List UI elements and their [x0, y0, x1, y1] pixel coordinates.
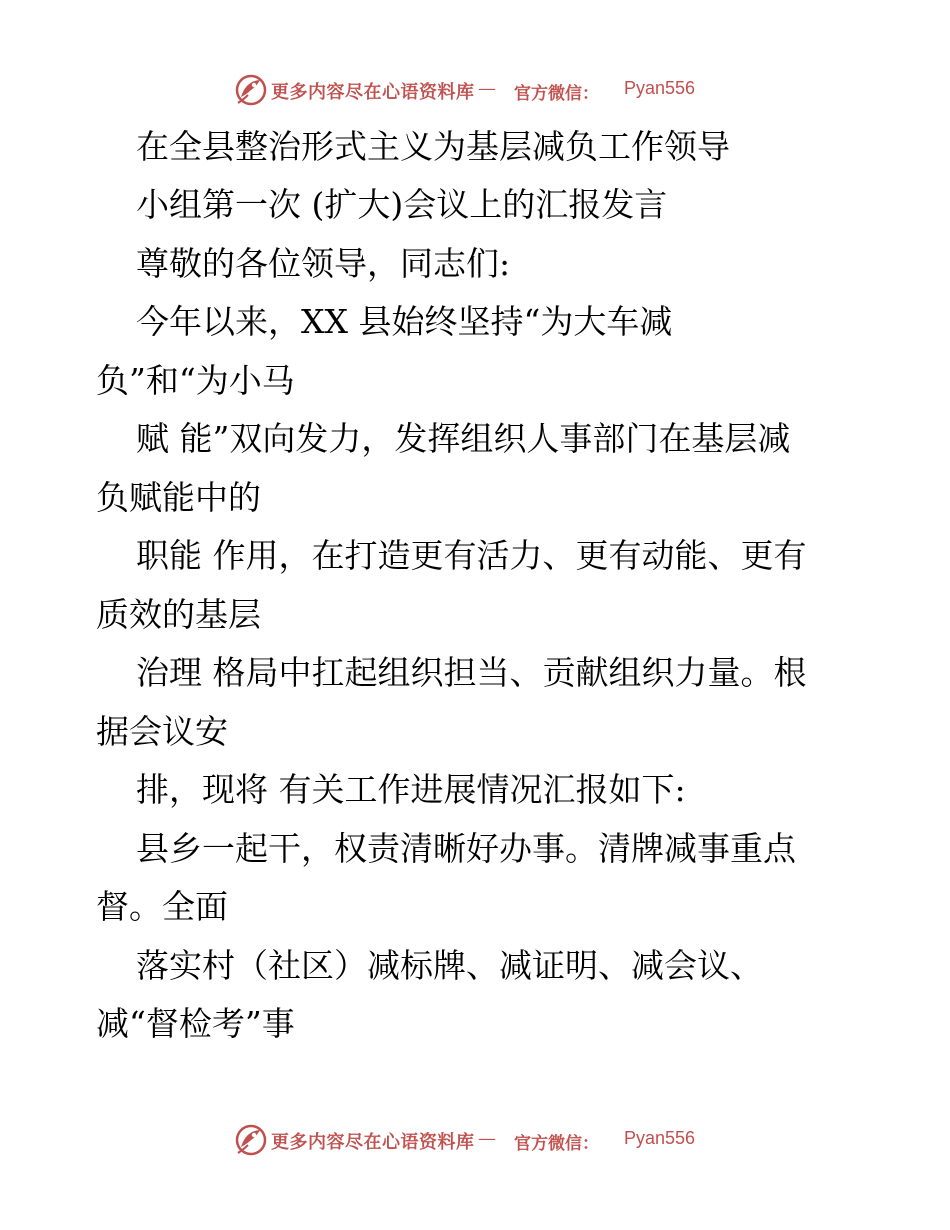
- text-line: 质效的基层: [96, 595, 261, 634]
- text-line: 督。全面: [96, 887, 228, 926]
- text-line: 负赋能中的: [96, 478, 261, 517]
- text-line: 赋 能”双向发力，发挥组织人事部门在基层减: [136, 419, 791, 458]
- header-banner: [0, 70, 950, 110]
- text-line: 在全县整治形式主义为基层减负工作领导: [136, 127, 730, 166]
- text-line: 今年以来，XX 县始终坚持“为大车减: [136, 302, 673, 341]
- banner-separator: —: [478, 1128, 496, 1149]
- pen-nib-logo-icon: [234, 1123, 268, 1157]
- banner-title: 更多内容尽在心语资料库: [271, 1132, 475, 1153]
- text-line: 小组第一次 (扩大)会议上的汇报发言: [136, 185, 668, 224]
- text-line: 据会议安: [96, 712, 228, 751]
- pen-nib-logo-icon: [234, 73, 268, 107]
- text-line: 职能 作用，在打造更有活力、更有动能、更有: [136, 536, 807, 575]
- text-line: 落实村（社区）减标牌、减证明、减会议、: [136, 946, 763, 985]
- text-line: 尊敬的各位领导，同志们:: [136, 244, 511, 283]
- banner-wechat-label: 官方微信：: [514, 1134, 599, 1154]
- footer-banner: [0, 1120, 950, 1160]
- banner-wechat-id: Pyan556: [624, 78, 696, 98]
- banner-wechat-id: Pyan556: [624, 1128, 696, 1148]
- banner-wechat-label: 官方微信：: [514, 84, 599, 104]
- banner-separator: —: [478, 78, 496, 99]
- text-line: 排，现将 有关工作进展情况汇报如下:: [136, 770, 686, 809]
- text-line: 治理 格局中扛起组织担当、贡献组织力量。根: [136, 653, 807, 692]
- text-line: 减“督检考”事: [96, 1004, 295, 1043]
- banner-title: 更多内容尽在心语资料库: [271, 82, 475, 103]
- text-line: 负”和“为小马: [96, 361, 295, 400]
- text-line: 县乡一起干，权责清晰好办事。清牌减事重点: [136, 829, 796, 868]
